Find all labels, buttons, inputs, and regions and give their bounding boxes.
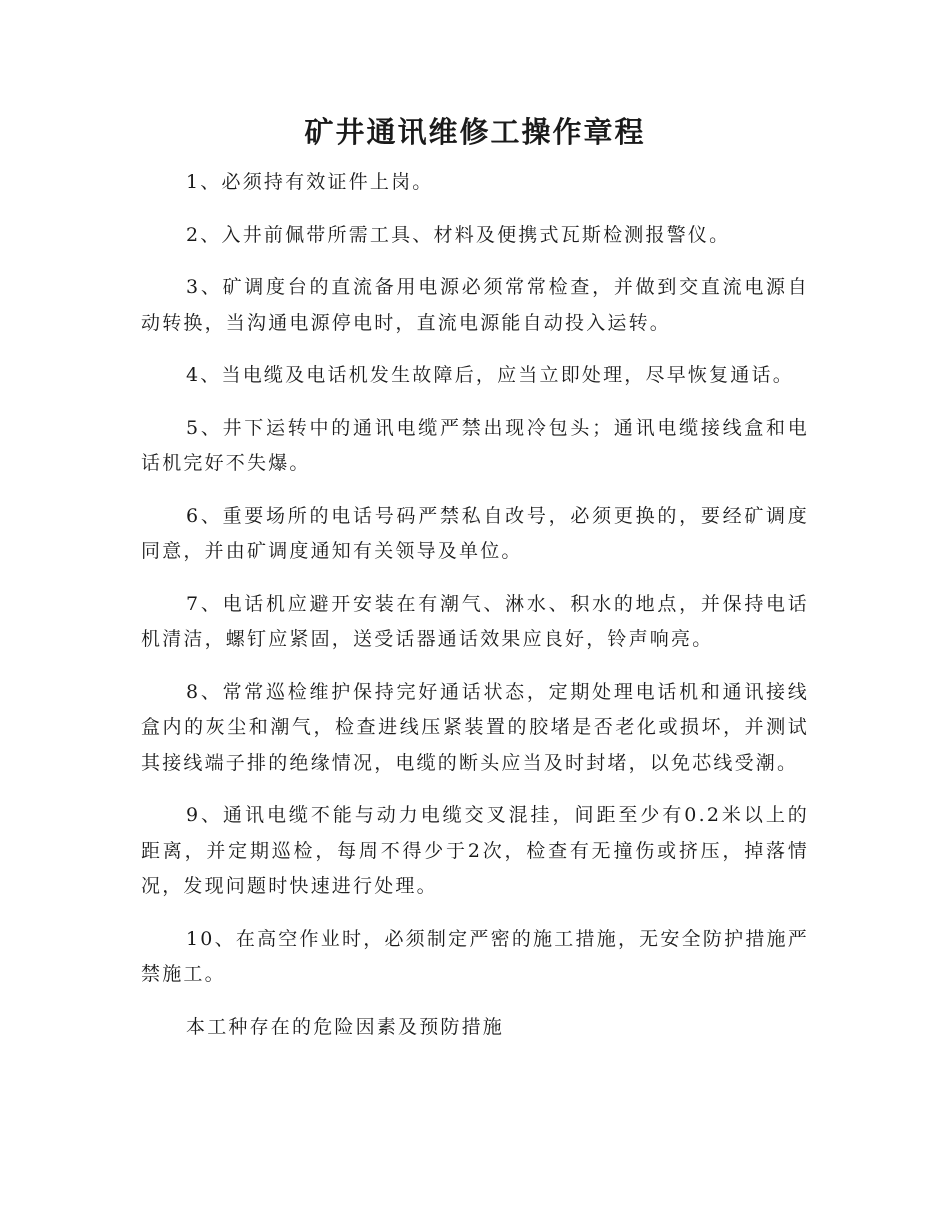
document-body — [141, 165, 809, 1062]
paragraph-5: 5、井下运转中的通讯电缆严禁出现冷包头；通讯电缆接线盒和电话机完好不失爆。 — [141, 416, 809, 474]
paragraph-10: 10、在高空作业时，必须制定严密的施工措施，无安全防护措施严禁施工。 — [141, 927, 809, 985]
paragraph-2: 2、入井前佩带所需工具、材料及便携式瓦斯检测报警仪。 — [186, 223, 731, 246]
paragraph-6: 6、重要场所的电话号码严禁私自改号，必须更换的，要经矿调度同意，并由矿调度通知有关领导及单位。 — [141, 504, 809, 562]
section-heading-hazards: 本工种存在的危险因素及预防措施 — [186, 1015, 505, 1038]
paragraph-3: 3、矿调度台的直流备用电源必须常常检查，并做到交直流电源自动转换，当沟通电源停电时，直流电源能自动投入运转。 — [141, 276, 809, 334]
document-title: 矿井通讯维修工操作章程 — [304, 115, 646, 149]
paragraph-7: 7、电话机应避开安装在有潮气、淋水、积水的地点，并保持电话机清洁，螺钉应紧固，送受话器通话效果应良好，铃声响亮。 — [141, 592, 809, 650]
paragraph-4: 4、当电缆及电话机发生故障后，应当立即处理，尽早恢复通话。 — [186, 364, 794, 386]
paragraph-9: 9、通讯电缆不能与动力电缆交叉混挂，间距至少有0.2米以上的距离，并定期巡检，每周不得少于2次，检查有无撞伤或挤压，掉落情况，发现问题时快速进行处理。 — [141, 804, 809, 897]
paragraph-1: 1、必须持有效证件上岗。 — [186, 171, 434, 193]
paragraph-8: 8、常常巡检维护保持完好通话状态，定期处理电话机和通讯接线盒内的灰尘和潮气，检查进线压紧装置的胶堵是否老化或损坏，并测试其接线端子排的绝缘情况，电缆的断头应当及时封堵，以免芯线受潮。 — [141, 680, 809, 774]
